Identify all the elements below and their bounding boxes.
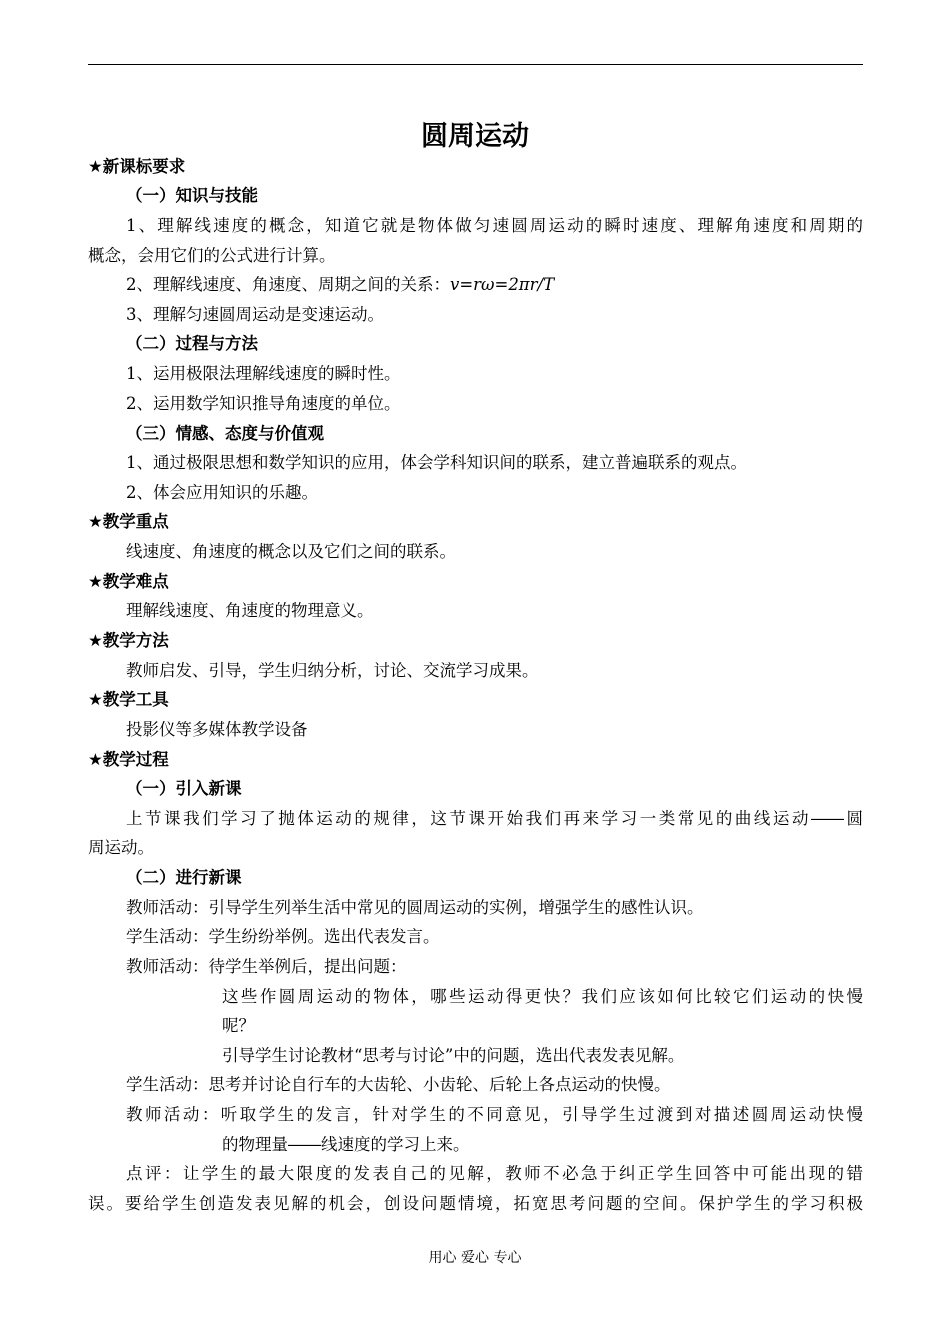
- knowledge-item-1-cont: 概念，会用它们的公式进行计算。: [88, 246, 336, 265]
- process-item-1: 1、运用极限法理解线速度的瞬时性。: [126, 364, 401, 383]
- comment-text: 点评：让学生的最大限度的发表自己的见解，教师不必急于纠正学生回答中可能出现的错: [126, 1164, 863, 1183]
- heading-requirements: ★新课标要求: [88, 157, 186, 176]
- knowledge-item-1-text: 1、理解线速度的概念，知道它就是物体做匀速圆周运动的瞬时速度、理解角速度和周期的: [126, 216, 863, 235]
- teacher-activity-3-text: 教师活动：听取学生的发言，针对学生的不同意见，引导学生过渡到对描述圆周运动快慢: [126, 1105, 863, 1124]
- emotion-item-1: 1、通过极限思想和数学知识的应用，体会学科知识间的联系，建立普遍联系的观点。: [126, 453, 747, 472]
- question-1: [222, 985, 863, 1009]
- heading-method: ★教学方法: [88, 631, 169, 650]
- teacher-activity-3-cont: 的物理量――线速度的学习上来。: [222, 1135, 470, 1154]
- knowledge-item-2-text: 2、理解线速度、角速度、周期之间的关系：: [126, 275, 450, 294]
- subheading-new: （二）进行新课: [126, 868, 242, 887]
- intro-paragraph: [126, 807, 863, 831]
- focus-text: 线速度、角速度的概念以及它们之间的联系。: [126, 542, 456, 561]
- page-footer: 用心 爱心 专心: [428, 1250, 522, 1266]
- heading-tools: ★教学工具: [88, 690, 169, 709]
- subheading-intro: （一）引入新课: [126, 779, 242, 798]
- comment-cont: [88, 1192, 863, 1216]
- intro-text: 上节课我们学习了抛体运动的规律，这节课开始我们再来学习一类常见的曲线运动――圆: [126, 809, 863, 828]
- subheading-knowledge: （一）知识与技能: [126, 186, 258, 205]
- teacher-activity-1: 教师活动：引导学生列举生活中常见的圆周运动的实例，增强学生的感性认识。: [126, 898, 704, 917]
- process-item-2: 2、运用数学知识推导角速度的单位。: [126, 394, 401, 413]
- question-1-cont: 呢？: [222, 1016, 255, 1035]
- subheading-process: （二）过程与方法: [126, 334, 258, 353]
- subheading-emotion: （三）情感、态度与价值观: [126, 424, 324, 443]
- heading-procedure: ★教学过程: [88, 750, 169, 769]
- method-text: 教师启发、引导，学生归纳分析，讨论、交流学习成果。: [126, 661, 539, 680]
- emotion-item-2: 2、体会应用知识的乐趣。: [126, 483, 318, 502]
- formula: v=rω=2πr/T: [450, 275, 555, 294]
- comment-cont-text: 误。要给学生创造发表见解的机会，创设问题情境，拓宽思考问题的空间。保护学生的学习积极: [88, 1194, 863, 1213]
- difficulty-text: 理解线速度、角速度的物理意义。: [126, 601, 374, 620]
- teacher-activity-2: 教师活动：待学生举例后，提出问题：: [126, 957, 407, 976]
- knowledge-item-2: [126, 273, 554, 297]
- comment: [126, 1162, 863, 1186]
- intro-paragraph-cont: 周运动。: [88, 838, 154, 857]
- teacher-activity-3: [126, 1103, 863, 1127]
- tools-text: 投影仪等多媒体教学设备: [126, 720, 308, 739]
- knowledge-item-1: [126, 214, 863, 238]
- header-rule: [88, 64, 863, 65]
- heading-difficulty: ★教学难点: [88, 572, 169, 591]
- question-1-text: 这些作圆周运动的物体，哪些运动得更快？我们应该如何比较它们运动的快慢: [222, 987, 863, 1006]
- student-activity-1: 学生活动：学生纷纷举例。选出代表发言。: [126, 927, 440, 946]
- question-2: 引导学生讨论教材“思考与讨论”中的问题，选出代表发表见解。: [222, 1046, 685, 1065]
- page-title: 圆周运动: [421, 121, 529, 152]
- heading-focus: ★教学重点: [88, 512, 169, 531]
- knowledge-item-3: 3、理解匀速圆周运动是变速运动。: [126, 305, 384, 324]
- student-activity-2: 学生活动：思考并讨论自行车的大齿轮、小齿轮、后轮上各点运动的快慢。: [126, 1075, 671, 1094]
